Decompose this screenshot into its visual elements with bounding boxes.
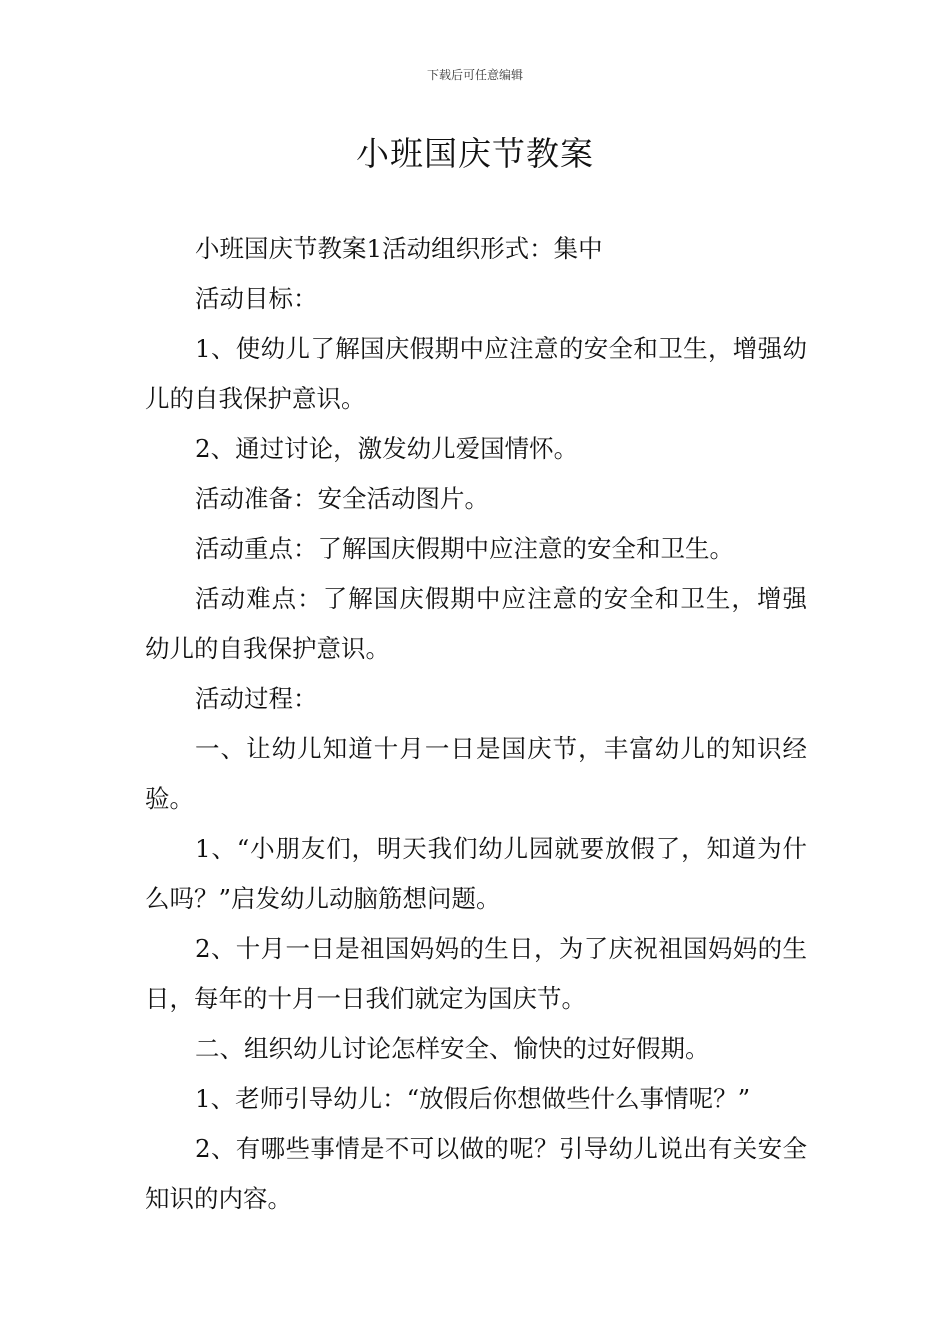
header-note: 下载后可任意编辑	[426, 68, 523, 82]
paragraph: 小班国庆节教案1活动组织形式：集中	[195, 234, 603, 263]
paragraph: 活动难点：了解国庆假期中应注意的安全和卫生，增强幼儿的自我保护意识。	[145, 584, 807, 663]
paragraph: 1、老师引导幼儿：“放假后你想做些什么事情呢？”	[195, 1084, 751, 1113]
paragraph: 2、通过讨论，激发幼儿爱国情怀。	[195, 434, 579, 463]
document-body	[145, 224, 807, 1224]
paragraph: 二、组织幼儿讨论怎样安全、愉快的过好假期。	[195, 1034, 710, 1063]
paragraph: 活动重点：了解国庆假期中应注意的安全和卫生。	[195, 534, 734, 563]
paragraph: 1、使幼儿了解国庆假期中应注意的安全和卫生，增强幼儿的自我保护意识。	[145, 334, 807, 413]
paragraph: 活动目标：	[195, 284, 318, 313]
paragraph: 活动过程：	[195, 684, 318, 713]
paragraph: 一、让幼儿知道十月一日是国庆节，丰富幼儿的知识经验。	[145, 734, 807, 813]
paragraph: 1、“小朋友们，明天我们幼儿园就要放假了，知道为什么吗？”启发幼儿动脑筋想问题。	[145, 834, 807, 913]
paragraph: 2、十月一日是祖国妈妈的生日，为了庆祝祖国妈妈的生日，每年的十月一日我们就定为国庆节。	[145, 934, 807, 1013]
paragraph: 2、有哪些事情是不可以做的呢？引导幼儿说出有关安全知识的内容。	[145, 1134, 807, 1213]
paragraph: 活动准备：安全活动图片。	[195, 484, 489, 513]
document-title: 小班国庆节教案	[356, 134, 594, 173]
